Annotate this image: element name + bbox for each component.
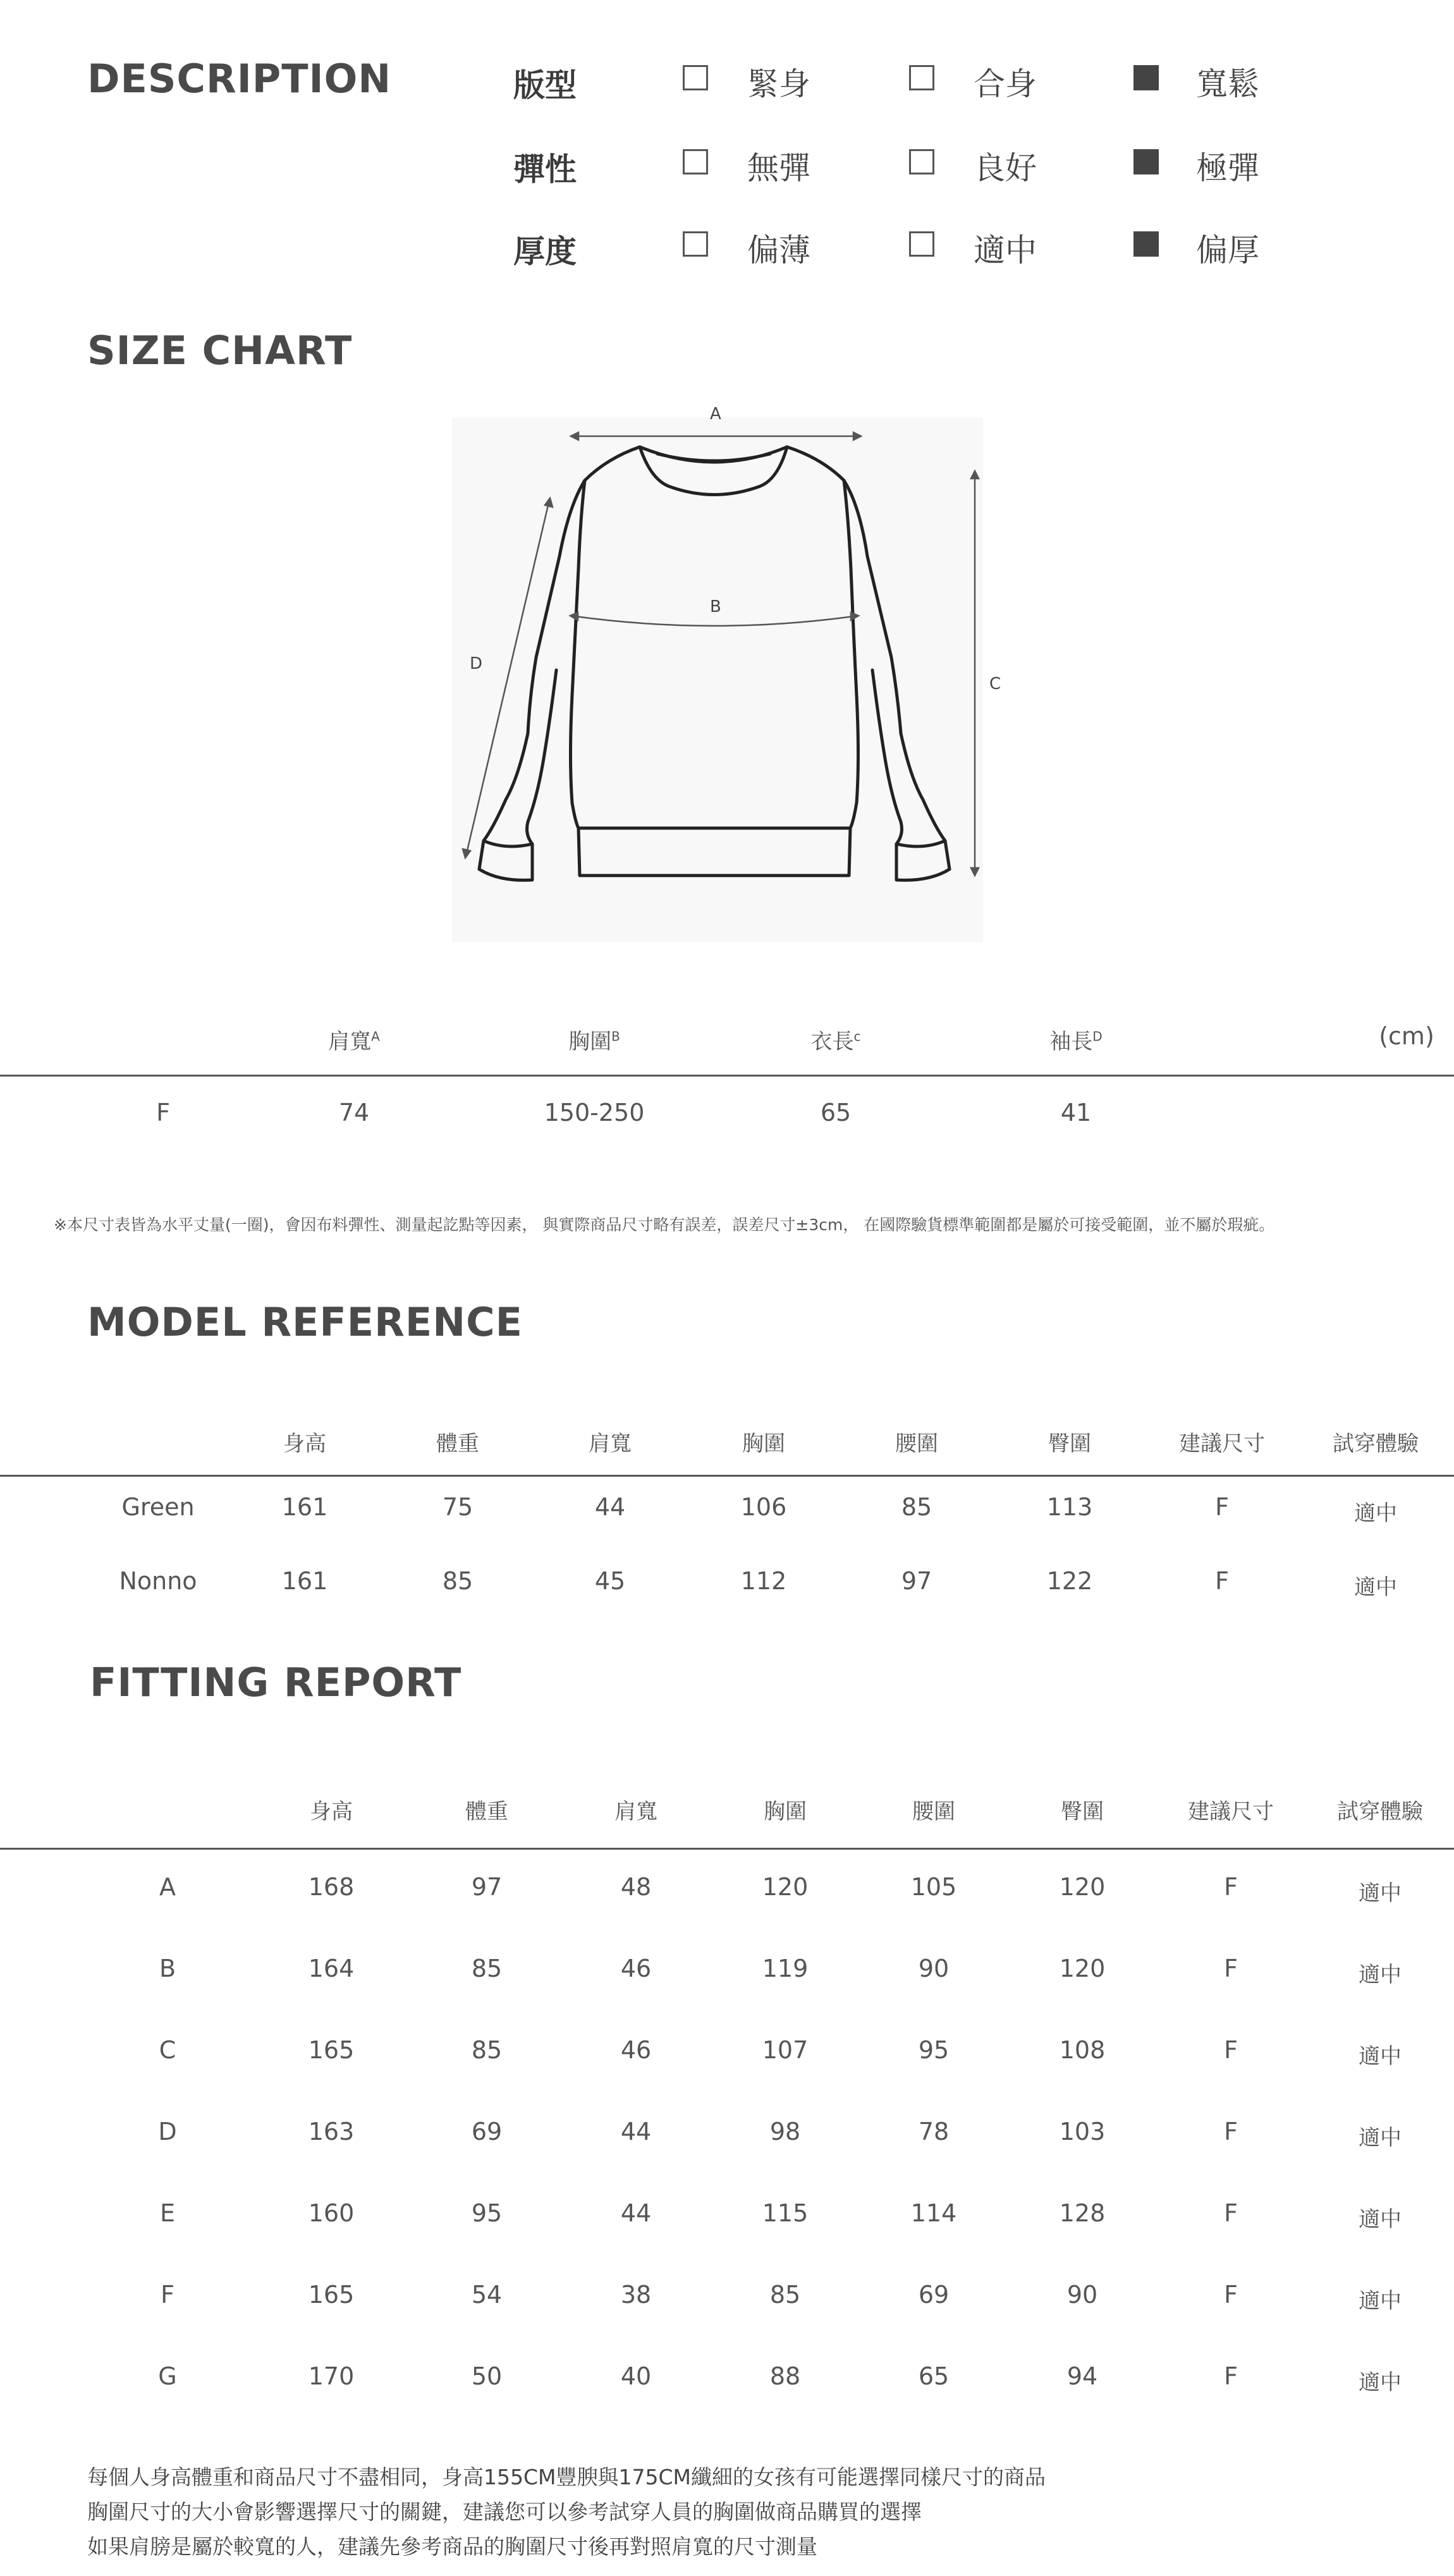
fitting_report-cell: 88 — [769, 2362, 801, 2390]
model_reference-cell: 45 — [594, 1567, 626, 1595]
size-table-divider — [0, 1075, 1454, 1077]
size-header-sup: c — [853, 1029, 861, 1044]
fitting_report-cell: 114 — [910, 2199, 957, 2227]
fitting_report-cell: 168 — [308, 1873, 355, 1901]
option-label: 寬鬆 — [1196, 66, 1259, 102]
fitting_report-cell: 適中 — [1359, 2288, 1402, 2314]
fitting_report-cell: 適中 — [1359, 2044, 1402, 2069]
model_reference-column-header: 臀圍 — [1048, 1431, 1091, 1456]
fitting_report-row-name: E — [159, 2199, 176, 2227]
fitting_report-column-header: 試穿體驗 — [1337, 1799, 1423, 1824]
fitting_report-cell: F — [1224, 2362, 1238, 2390]
fitting_report-cell: 85 — [769, 2281, 801, 2309]
fitting_report-cell: 適中 — [1359, 2370, 1402, 2395]
fitting_report-cell: 85 — [471, 2036, 503, 2064]
fitting_report-column-header: 身高 — [310, 1799, 353, 1824]
fitting_report-cell: 98 — [769, 2118, 801, 2146]
fitting_report-cell: 適中 — [1359, 2207, 1402, 2232]
model_reference-cell: 適中 — [1354, 1501, 1397, 1526]
fitting_report-cell: 108 — [1059, 2036, 1106, 2064]
size-header-sup: D — [1092, 1029, 1103, 1044]
model_reference-cell: 85 — [442, 1567, 473, 1595]
fitting-table-divider — [0, 1848, 1454, 1850]
model-reference-title: MODEL REFERENCE — [87, 1299, 523, 1345]
checkbox[interactable] — [683, 149, 708, 174]
model_reference-cell: 適中 — [1354, 1575, 1397, 1600]
fitting_report-cell: 97 — [471, 1873, 503, 1901]
fitting_report-cell: F — [1224, 1955, 1238, 1982]
fitting_report-cell: 38 — [620, 2281, 652, 2309]
footer-line-2: 胸圍尺寸的大小會影響選擇尺寸的關鍵，建議您可以參考試穿人員的胸圍做商品購買的選擇 — [87, 2500, 922, 2524]
model_reference-cell: 44 — [594, 1493, 626, 1521]
option-label: 合身 — [974, 66, 1037, 102]
fitting_report-column-header: 腰圍 — [912, 1799, 955, 1824]
fitting_report-cell: F — [1224, 2281, 1238, 2309]
fitting_report-cell: 46 — [620, 1955, 652, 1982]
size-header-sup: A — [371, 1029, 380, 1044]
fitting_report-row-name: G — [158, 2362, 177, 2390]
model_reference-column-header: 腰圍 — [895, 1431, 938, 1456]
fitting_report-cell: 103 — [1059, 2118, 1106, 2146]
size-column-header — [568, 1024, 620, 1055]
fitting_report-column-header: 肩寬 — [614, 1799, 657, 1824]
fitting_report-row-name: A — [159, 1873, 176, 1901]
fitting_report-cell: 78 — [918, 2118, 950, 2146]
model_reference-cell: 106 — [740, 1493, 787, 1521]
fitting_report-cell: 69 — [471, 2118, 503, 2146]
size-row-label: F — [156, 1099, 170, 1126]
fitting-report-title: FITTING REPORT — [90, 1659, 462, 1706]
size-header-text: 胸圍 — [568, 1029, 612, 1054]
fitting_report-cell: 163 — [308, 2118, 355, 2146]
model_reference-cell: 113 — [1046, 1493, 1093, 1521]
size-cell: 41 — [1060, 1099, 1092, 1126]
checkbox[interactable] — [683, 231, 708, 257]
model-table-divider — [0, 1475, 1454, 1477]
fitting_report-cell: 90 — [1066, 2281, 1098, 2309]
fitting_report-cell: 54 — [471, 2281, 503, 2309]
model_reference-cell: 85 — [901, 1493, 932, 1521]
description-label: 版型 — [513, 67, 577, 104]
fitting_report-cell: 105 — [910, 1873, 957, 1901]
model_reference-column-header: 試穿體驗 — [1333, 1431, 1419, 1456]
fitting_report-cell: 128 — [1059, 2199, 1106, 2227]
fitting_report-cell: 165 — [308, 2036, 355, 2064]
fitting_report-cell: 44 — [620, 2199, 652, 2227]
fitting_report-row-name: C — [159, 2036, 176, 2064]
option-label: 極彈 — [1196, 150, 1259, 186]
fitting_report-cell: 50 — [471, 2362, 503, 2390]
fitting_report-cell: 44 — [620, 2118, 652, 2146]
description-label: 厚度 — [513, 233, 577, 270]
option-label: 偏薄 — [747, 232, 810, 269]
size-column-header — [328, 1024, 380, 1055]
fitting_report-cell: 48 — [620, 1873, 652, 1901]
fitting_report-cell: 170 — [308, 2362, 355, 2390]
fitting_report-cell: 85 — [471, 1955, 503, 1982]
model_reference-column-header: 建議尺寸 — [1179, 1431, 1265, 1456]
size-column-header — [1049, 1024, 1102, 1055]
option-label: 良好 — [974, 150, 1037, 186]
model_reference-cell: 112 — [740, 1567, 787, 1595]
fitting_report-row-name: F — [161, 2281, 174, 2309]
fitting_report-cell: 120 — [762, 1873, 809, 1901]
model_reference-row-name: Nonno — [119, 1567, 197, 1595]
size-header-sup: B — [611, 1029, 620, 1044]
model_reference-cell: F — [1215, 1493, 1229, 1521]
fitting_report-cell: 165 — [308, 2281, 355, 2309]
fitting_report-cell: 120 — [1059, 1955, 1106, 1982]
sweater-diagram — [452, 405, 1001, 942]
label-c: C — [989, 675, 1001, 693]
fitting_report-cell: 適中 — [1359, 2125, 1402, 2151]
fitting_report-cell: 90 — [918, 1955, 950, 1982]
fitting_report-row-name: D — [158, 2118, 177, 2146]
size-cell: 74 — [338, 1099, 370, 1126]
fitting_report-row-name: B — [159, 1955, 176, 1982]
fitting_report-cell: F — [1224, 2036, 1238, 2064]
option-label: 適中 — [974, 232, 1037, 269]
checkbox[interactable] — [909, 231, 934, 257]
description-title: DESCRIPTION — [87, 56, 392, 102]
fitting_report-cell: 94 — [1066, 2362, 1098, 2390]
model_reference-column-header: 胸圍 — [742, 1431, 785, 1456]
fitting_report-cell: 95 — [471, 2199, 503, 2227]
option-label: 無彈 — [747, 150, 810, 186]
model_reference-row-name: Green — [121, 1493, 195, 1521]
model_reference-column-header: 肩寬 — [589, 1431, 632, 1456]
size-header-text: 肩寬 — [328, 1029, 372, 1054]
fitting_report-column-header: 體重 — [465, 1799, 508, 1824]
checked-checkbox[interactable] — [1133, 149, 1159, 174]
label-a: A — [710, 405, 721, 424]
size-cell: 150-250 — [544, 1099, 645, 1126]
unit-label: (cm) — [1379, 1022, 1434, 1050]
label-b: B — [710, 597, 721, 616]
fitting_report-cell: 107 — [762, 2036, 809, 2064]
model_reference-cell: 122 — [1046, 1567, 1093, 1595]
fitting_report-column-header: 胸圍 — [764, 1799, 807, 1824]
description-label: 彈性 — [513, 151, 577, 188]
model_reference-column-header: 體重 — [436, 1431, 479, 1456]
footer-line-3: 如果肩膀是屬於較寬的人，建議先參考商品的胸圍尺寸後再對照肩寬的尺寸測量 — [87, 2534, 817, 2559]
size-header-text: 袖長 — [1049, 1029, 1093, 1054]
option-label: 偏厚 — [1196, 232, 1259, 269]
model_reference-cell: F — [1215, 1567, 1229, 1595]
fitting_report-cell: F — [1224, 1873, 1238, 1901]
fitting_report-cell: 160 — [308, 2199, 355, 2227]
fitting_report-column-header: 臀圍 — [1061, 1799, 1104, 1824]
checkbox[interactable] — [909, 65, 934, 90]
checked-checkbox[interactable] — [1133, 231, 1159, 257]
model_reference-cell: 75 — [442, 1493, 473, 1521]
checkbox[interactable] — [683, 65, 708, 90]
size-note: ※本尺寸表皆為水平丈量(一圈)，會因布料彈性、測量起訖點等因素， 與實際商品尺寸略有誤差，誤差尺寸±3cm， 在國際驗貨標準範圍都是屬於可接受範圍，並不屬於瑕疵。 — [54, 1216, 1275, 1234]
model_reference-column-header: 身高 — [283, 1431, 326, 1456]
fitting_report-cell: 適中 — [1359, 1962, 1402, 1987]
model_reference-cell: 97 — [901, 1567, 932, 1595]
fitting_report-cell: 46 — [620, 2036, 652, 2064]
option-label: 緊身 — [747, 66, 810, 102]
checked-checkbox[interactable] — [1133, 65, 1159, 90]
footer-line-1: 每個人身高體重和商品尺寸不盡相同，身高155CM豐腴與175CM纖細的女孩有可能選擇同樣尺寸的商品 — [87, 2465, 1046, 2489]
fitting_report-cell: 119 — [762, 1955, 809, 1982]
size-header-text: 衣長 — [810, 1029, 854, 1054]
size-cell: 65 — [820, 1099, 852, 1126]
fitting_report-cell: F — [1224, 2118, 1238, 2146]
model_reference-cell: 161 — [281, 1567, 328, 1595]
fitting_report-cell: 65 — [918, 2362, 950, 2390]
size-column-header — [811, 1024, 861, 1055]
fitting_report-cell: F — [1224, 2199, 1238, 2227]
fitting_report-cell: 164 — [308, 1955, 355, 1982]
size-chart-title: SIZE CHART — [87, 327, 353, 374]
fitting_report-cell: 120 — [1059, 1873, 1106, 1901]
model_reference-cell: 161 — [281, 1493, 328, 1521]
checkbox[interactable] — [909, 149, 934, 174]
fitting_report-cell: 95 — [918, 2036, 950, 2064]
fitting_report-cell: 115 — [762, 2199, 809, 2227]
fitting_report-column-header: 建議尺寸 — [1188, 1799, 1274, 1824]
fitting_report-cell: 適中 — [1359, 1881, 1402, 1906]
fitting_report-cell: 69 — [918, 2281, 950, 2309]
label-d: D — [470, 654, 483, 673]
fitting_report-cell: 40 — [620, 2362, 652, 2390]
